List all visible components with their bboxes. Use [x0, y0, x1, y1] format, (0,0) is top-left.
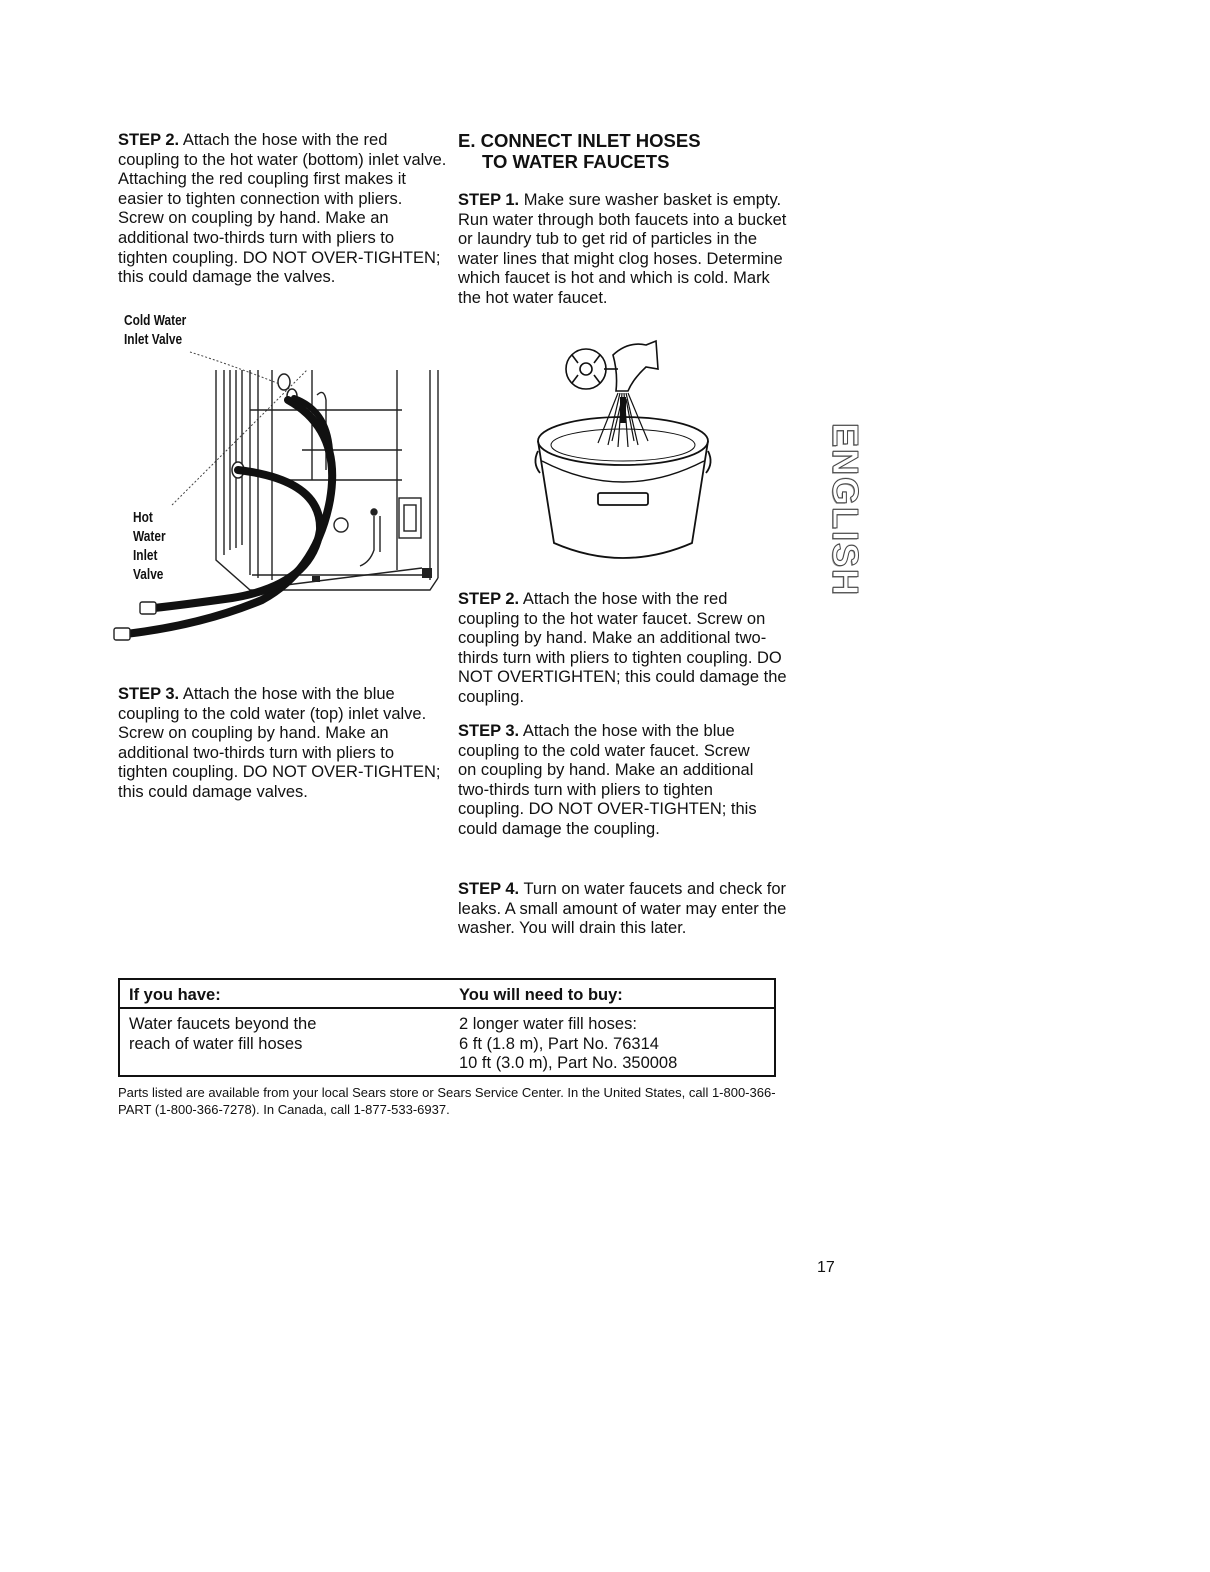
buy-line-2: 6 ft (1.8 m), Part No. 76314 — [459, 1035, 659, 1053]
left-step2-paragraph — [118, 131, 448, 288]
cold-inlet-label-line2: Inlet Valve — [124, 332, 183, 348]
section-heading-line1: E. CONNECT INLET HOSES — [458, 130, 701, 151]
left-step2-text: Attach the hose with the red coupling to the hot water (bottom) inlet valve. Attaching the red coupling first makes it easier to tighten connection with pliers. Screw on coupling by hand. Make an additional two-thirds turn with pliers to tighten coupling. DO NOT OVER-TIGHTEN; this could damage the valves. — [118, 131, 447, 287]
washer-back-panel — [216, 370, 438, 590]
right-step2-text: Attach the hose with the red coupling to the hot water faucet. Screw on coupling by hand. Make an additional two-thirds turn with pliers to tighten coupling. DO NOT OVERTIGHTEN; this could damage the coupling. — [458, 590, 787, 706]
left-step3-text: Attach the hose with the blue coupling to the cold water (top) inlet valve. Screw on coupling by hand. Make an additional two-thirds turn with pliers to tighten coupling. DO NOT OVER-TIGHTEN; this could damage valves. — [118, 685, 441, 801]
buy-line-1: 2 longer water fill hoses: — [459, 1015, 637, 1033]
right-step3-label: STEP 3. — [458, 722, 520, 740]
right-step3-text: Attach the hose with the blue coupling to the cold water faucet. Screw on coupling by hand. Make an additional two-thirds turn with pliers to tighten coupling. DO NOT OVER-TIGHTEN; this could damage the coupling. — [458, 722, 757, 838]
header-you-will-need: You will need to buy: — [459, 986, 623, 1004]
left-step3-paragraph — [118, 685, 448, 803]
page-number: 17 — [817, 1259, 835, 1276]
have-line-2: reach of water fill hoses — [129, 1035, 303, 1053]
cold-inlet-label-line1: Cold Water — [124, 313, 187, 329]
hot-inlet-label-line1: Hot — [133, 510, 153, 526]
right-step4-paragraph — [458, 880, 788, 939]
bucket-icon — [535, 417, 710, 558]
hot-water-hose — [154, 470, 320, 608]
right-step4-label: STEP 4. — [458, 880, 520, 898]
section-heading-line2: TO WATER FAUCETS — [482, 151, 670, 172]
right-step2-label: STEP 2. — [458, 590, 520, 608]
right-step4-text: Turn on water faucets and check for leaks. A small amount of water may enter the washer. You will drain this later. — [458, 880, 787, 938]
washer-connection-box — [334, 498, 421, 566]
left-step2-label: STEP 2. — [118, 131, 180, 149]
hot-inlet-label-line4: Valve — [133, 567, 164, 583]
faucet-icon — [566, 341, 658, 391]
header-if-you-have: If you have: — [129, 986, 221, 1004]
parts-table-header — [120, 980, 774, 1009]
have-line-1: Water faucets beyond the — [129, 1015, 317, 1033]
left-step3-label: STEP 3. — [118, 685, 180, 703]
hot-inlet-label-line3: Inlet — [133, 548, 158, 564]
right-step1-paragraph — [458, 191, 788, 309]
language-side-tab — [820, 420, 870, 600]
washer-inlet-hoses-illustration — [112, 340, 452, 660]
right-step1-text: Make sure washer basket is empty. Run water through both faucets into a bucket or laundry tub to get rid of particles in the water lines that might clog hoses. Determine which faucet is hot and which is cold. Mark the hot water faucet. — [458, 191, 787, 307]
right-step2-paragraph — [458, 590, 788, 708]
parts-table — [118, 978, 776, 1077]
language-side-tab-text: ENGLISH — [825, 422, 866, 598]
parts-footnote: Parts listed are available from your local Sears store or Sears Service Center. In the United States, call 1-800-366-PART (1-800-366-7278). In Canada, call 1-877-533-6937. — [118, 1085, 776, 1117]
faucet-bucket-illustration — [528, 333, 718, 568]
hot-inlet-label-line2: Water — [133, 529, 166, 545]
right-step3-paragraph — [458, 722, 768, 840]
buy-line-3: 10 ft (3.0 m), Part No. 350008 — [459, 1054, 678, 1072]
right-step1-label: STEP 1. — [458, 191, 520, 209]
